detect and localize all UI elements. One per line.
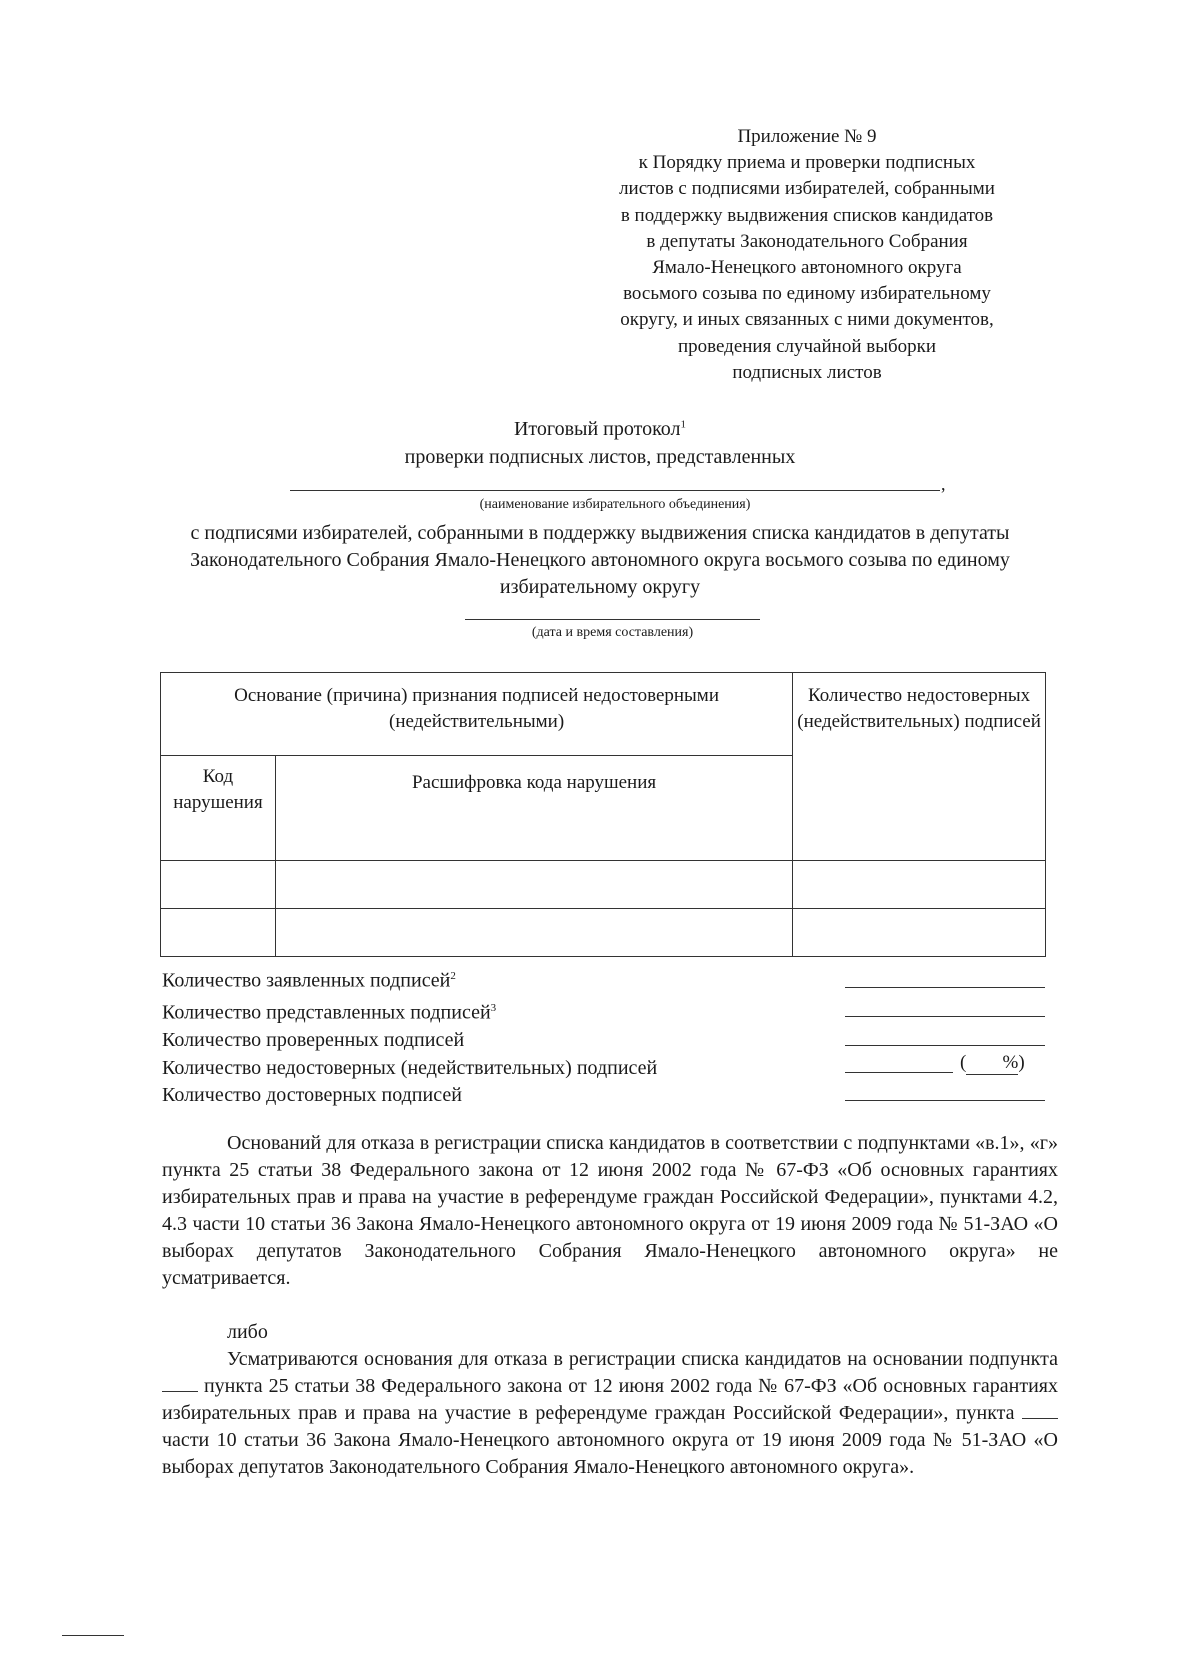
footnote-ref-3: 3 bbox=[490, 1002, 497, 1015]
count-valid-label: Количество достоверных подписей bbox=[162, 1084, 462, 1107]
cell-count[interactable] bbox=[793, 861, 1046, 909]
cell-code[interactable] bbox=[161, 861, 276, 909]
org-name-comma: , bbox=[941, 474, 946, 494]
count-submitted-label: Количество представленных подписей$^3$ bbox=[162, 1001, 497, 1024]
either-word: либо bbox=[227, 1321, 268, 1343]
count-valid-blank[interactable] bbox=[845, 1100, 1045, 1101]
protocol-subtitle: проверки подписных листов, представленных bbox=[404, 446, 796, 468]
appendix-line: к Порядку приема и проверки подписных bbox=[638, 152, 976, 174]
appendix-line: в поддержку выдвижения списков кандидатов bbox=[620, 204, 994, 226]
signature-counts bbox=[162, 963, 657, 1110]
count-declared-label: Количество заявленных подписей$^2$ bbox=[162, 969, 456, 992]
appendix-line: Приложение № 9 bbox=[737, 126, 877, 147]
table-row bbox=[161, 861, 1046, 909]
no-refusal-paragraph: Оснований для отказа в регистрации списка кандидатов в соответствии с подпунктами «в.1», «г» пункта 25 статьи 38 Федерального закона от 12 июня 2002 года № 67-ФЗ «Об основных гарантиях избирательных прав и права на участие в референдуме граждан Российской Федерации», пунктами 4.2, 4.3 части 10 статьи 36 Закона Ямало-Ненецкого автономного округа от 19 июня 2009 года № 51-ЗАО «О выборах депутатов Законодательного Собрания Ямало-Ненецкого автономного округа» не усматривается. bbox=[162, 1132, 1058, 1289]
cell-code[interactable] bbox=[161, 909, 276, 957]
header-violation-code: Код нарушения bbox=[161, 756, 276, 861]
date-time-blank[interactable] bbox=[465, 619, 760, 620]
invalid-percent: ( %) bbox=[960, 1052, 1025, 1073]
count-submitted-blank[interactable] bbox=[845, 1016, 1045, 1017]
org-name-blank[interactable] bbox=[290, 490, 940, 491]
appendix-line: Ямало-Ненецкого автономного округа bbox=[652, 257, 962, 279]
appendix-header bbox=[592, 124, 1022, 386]
count-declared-blank[interactable] bbox=[845, 987, 1045, 988]
clause-blank[interactable] bbox=[1022, 1418, 1058, 1419]
count-checked-blank[interactable] bbox=[845, 1045, 1045, 1046]
count-invalid-label: Количество недостоверных (недействительных) подписей bbox=[162, 1056, 658, 1079]
header-basis: Основание (причина) признания подписей недостоверными (недействительными) bbox=[161, 673, 793, 756]
cell-description[interactable] bbox=[275, 909, 792, 957]
date-time-hint: (дата и время составления) bbox=[531, 625, 694, 640]
footnote-separator bbox=[62, 1635, 124, 1636]
table-row bbox=[161, 909, 1046, 957]
appendix-line: восьмого созыва по единому избирательному bbox=[623, 283, 991, 305]
header-violation-description: Расшифровка кода нарушения bbox=[275, 756, 792, 861]
appendix-line: округу, и иных связанных с ними документов, bbox=[620, 309, 994, 331]
footnote-ref-2: 2 bbox=[450, 970, 456, 982]
invalid-percent-blank[interactable]: % bbox=[966, 1052, 1018, 1075]
subparagraph-blank[interactable] bbox=[162, 1391, 198, 1392]
cell-description[interactable] bbox=[275, 861, 792, 909]
cell-count[interactable] bbox=[793, 909, 1046, 957]
appendix-line: подписных листов bbox=[732, 361, 882, 383]
protocol-title-text: Итоговый протокол bbox=[513, 418, 681, 440]
count-invalid-blank[interactable] bbox=[845, 1072, 953, 1073]
protocol-description: с подписями избирателей, собранными в поддержку выдвижения списка кандидатов в депутаты Законодательного Собрания Ямало-Ненецкого автономного округа восьмого созыва по единому избирательному округу bbox=[190, 522, 1010, 598]
header-invalid-count: Количество недостоверных (недействительных) подписей bbox=[793, 673, 1046, 861]
refusal-paragraph: Усматриваются основания для отказа в регистрации списка кандидатов на основании подпункта пункта 25 статьи 38 Федерального закона от 12 июня 2002 года № 67-ФЗ «Об основных гарантиях избирательных прав и права на участие в референдуме граждан Российской Федерации», пункта части 10 статьи 36 Закона Ямало-Ненецкого автономного округа от 19 июня 2009 года № 51-ЗАО «О выборах депутатов Законодательного Собрания Ямало-Ненецкого автономного округа». bbox=[162, 1348, 1059, 1478]
org-name-hint: (наименование избирательного объединения) bbox=[479, 497, 751, 512]
violations-table bbox=[160, 672, 1046, 957]
appendix-line: в депутаты Законодательного Собрания bbox=[646, 230, 968, 252]
protocol-title bbox=[140, 418, 1060, 441]
appendix-line: проведения случайной выборки bbox=[677, 335, 937, 357]
count-checked-label: Количество проверенных подписей bbox=[162, 1029, 465, 1052]
appendix-line: листов с подписями избирателей, собранными bbox=[619, 178, 995, 200]
footnote-ref-1: 1 bbox=[680, 418, 687, 431]
